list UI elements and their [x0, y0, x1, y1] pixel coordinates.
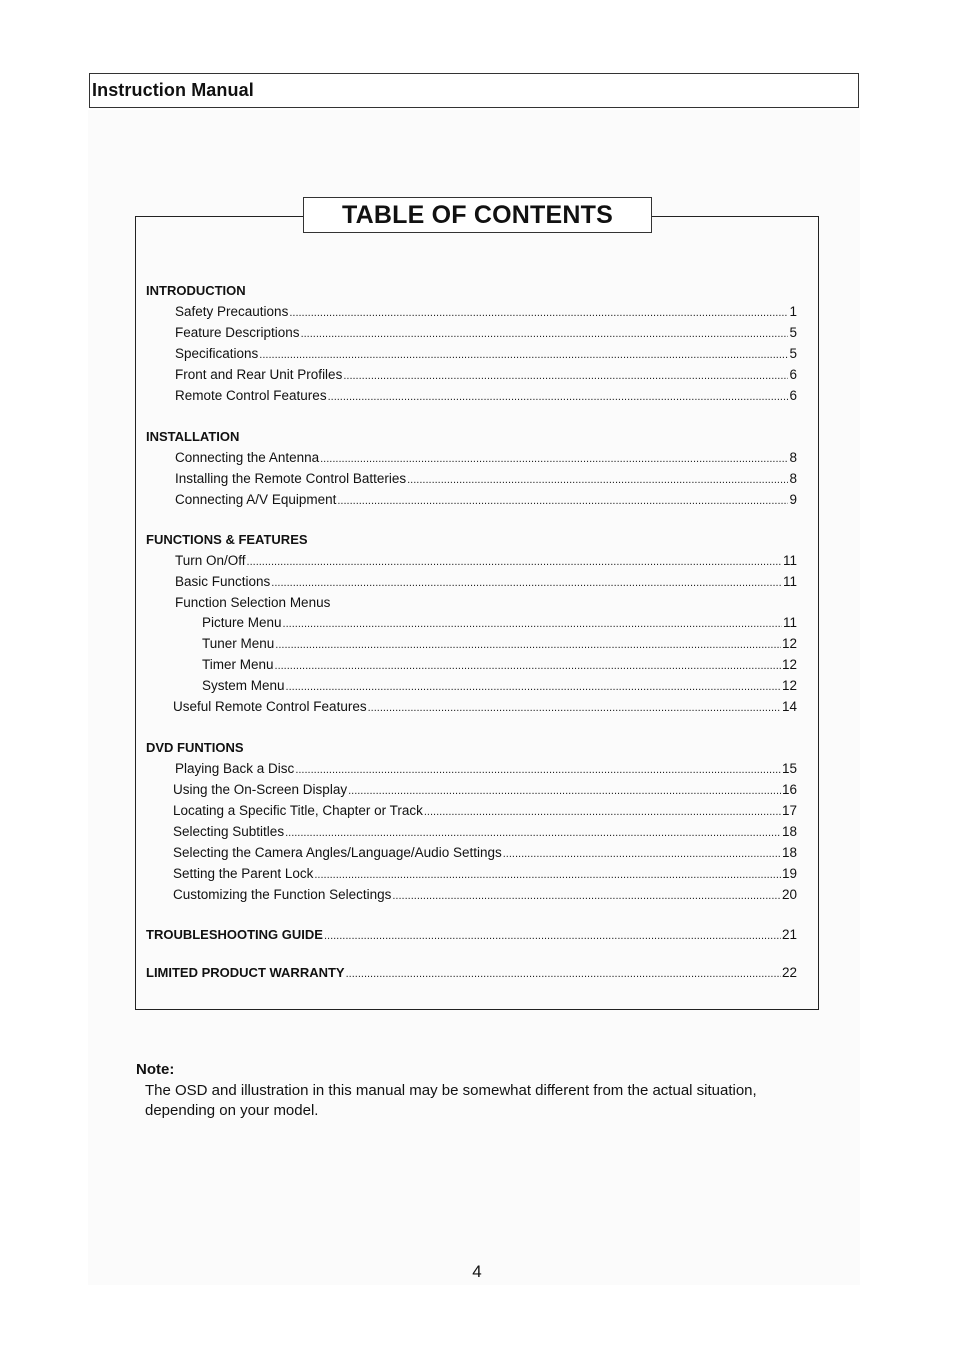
toc-leader-dots	[324, 928, 781, 944]
toc-leader-dots	[368, 700, 781, 716]
toc-entry-page: 6	[789, 388, 797, 403]
toc-entry-page: 20	[781, 887, 797, 902]
section-heading-introduction: INTRODUCTION	[146, 283, 246, 298]
toc-entry-page: 5	[789, 346, 797, 361]
toc-entry-label: Customizing the Function Selectings	[173, 887, 392, 902]
toc-entry-troubleshooting[interactable]	[146, 927, 797, 944]
toc-entry[interactable]	[175, 761, 797, 778]
toc-entry-page: 22	[781, 965, 797, 980]
note-text: The OSD and illustration in this manual may be somewhat different from the actual situation, depending on your model.	[145, 1082, 757, 1119]
toc-leader-dots	[407, 472, 788, 488]
toc-entry-warranty[interactable]	[146, 965, 797, 982]
toc-subheading-menus: Function Selection Menus	[175, 595, 331, 610]
toc-leader-dots	[247, 554, 782, 570]
toc-leader-dots	[301, 326, 789, 342]
toc-leader-dots	[314, 867, 781, 883]
toc-entry-label: Locating a Specific Title, Chapter or Track	[173, 803, 423, 818]
toc-entry[interactable]	[175, 574, 797, 591]
toc-entry[interactable]	[175, 346, 797, 363]
toc-entry[interactable]	[175, 304, 797, 321]
toc-entry-label: Tuner Menu	[202, 636, 275, 651]
toc-entry-page: 12	[781, 678, 797, 693]
toc-leader-dots	[271, 575, 782, 591]
toc-entry[interactable]	[173, 782, 797, 799]
section-heading-functions: FUNCTIONS & FEATURES	[146, 532, 308, 547]
toc-entry-page: 17	[781, 803, 797, 818]
toc-leader-dots	[392, 888, 781, 904]
toc-entry[interactable]	[173, 803, 797, 820]
toc-leader-dots	[346, 966, 781, 982]
toc-entry-page: 19	[781, 866, 797, 881]
toc-entry-page: 12	[781, 636, 797, 651]
toc-entry-page: 8	[789, 450, 797, 465]
toc-entry-label: Setting the Parent Lock	[173, 866, 314, 881]
toc-entry[interactable]	[202, 636, 797, 653]
toc-entry-label: Remote Control Features	[175, 388, 327, 403]
toc-entry[interactable]	[175, 388, 797, 405]
toc-entry-label: Connecting the Antenna	[175, 450, 320, 465]
page-number: 4	[472, 1262, 482, 1281]
toc-entry-page: 12	[781, 657, 797, 672]
toc-entry-label: Timer Menu	[202, 657, 274, 672]
toc-entry-page: 16	[781, 782, 797, 797]
toc-entry-page: 1	[789, 304, 797, 319]
toc-entry-label: TROUBLESHOOTING GUIDE	[146, 927, 323, 942]
toc-leader-dots	[503, 846, 781, 862]
toc-leader-dots	[275, 637, 781, 653]
toc-leader-dots	[320, 451, 788, 467]
section-heading-dvd: DVD FUNTIONS	[146, 740, 244, 755]
toc-entry-label: Front and Rear Unit Profiles	[175, 367, 343, 382]
toc-entry-page: 18	[781, 845, 797, 860]
toc-entry-label: Specifications	[175, 346, 259, 361]
toc-entry-label: System Menu	[202, 678, 285, 693]
toc-entry[interactable]	[175, 367, 797, 384]
toc-entry[interactable]	[175, 450, 797, 467]
toc-entry-label: Connecting A/V Equipment	[175, 492, 337, 507]
toc-leader-dots	[275, 658, 781, 674]
toc-entry[interactable]	[175, 325, 797, 342]
toc-entry-label: Basic Functions	[175, 574, 271, 589]
toc-entry-page: 9	[789, 492, 797, 507]
toc-entry-label: Turn On/Off	[175, 553, 246, 568]
toc-entry-page: 6	[789, 367, 797, 382]
toc-entry-page: 11	[782, 615, 797, 630]
toc-entry-label: Installing the Remote Control Batteries	[175, 471, 407, 486]
toc-entry[interactable]	[173, 887, 797, 904]
toc-entry[interactable]	[173, 824, 797, 841]
section-heading-installation: INSTALLATION	[146, 429, 240, 444]
toc-entry[interactable]	[175, 471, 797, 488]
note-label: Note:	[136, 1061, 175, 1078]
toc-entry-label: Playing Back a Disc	[175, 761, 295, 776]
toc-entry[interactable]	[202, 678, 797, 695]
toc-leader-dots	[289, 305, 788, 321]
toc-leader-dots	[285, 825, 781, 841]
toc-entry[interactable]	[173, 866, 797, 883]
toc-entry-page: 11	[782, 553, 797, 568]
toc-entry-page: 11	[782, 574, 797, 589]
toc-entry[interactable]	[175, 492, 797, 509]
toc-entry[interactable]	[175, 553, 797, 570]
toc-entry-page: 18	[781, 824, 797, 839]
toc-entry-label: Feature Descriptions	[175, 325, 300, 340]
toc-entry-label: Safety Precautions	[175, 304, 289, 319]
toc-entry-label: Selecting Subtitles	[173, 824, 285, 839]
header-bar	[89, 73, 859, 108]
toc-entry-page: 5	[789, 325, 797, 340]
toc-entry-page: 8	[789, 471, 797, 486]
toc-leader-dots	[343, 368, 788, 384]
toc-entry-page: 14	[781, 699, 797, 714]
toc-leader-dots	[286, 679, 781, 695]
toc-entry[interactable]	[202, 657, 797, 674]
toc-leader-dots	[283, 616, 782, 632]
toc-entry[interactable]	[173, 845, 797, 862]
toc-entry[interactable]	[173, 699, 797, 716]
toc-entry[interactable]	[202, 615, 797, 632]
toc-entry-label: Useful Remote Control Features	[173, 699, 367, 714]
toc-entry-page: 15	[781, 761, 797, 776]
header-title: Instruction Manual	[92, 80, 254, 100]
toc-leader-dots	[259, 347, 788, 363]
toc-entry-page: 21	[781, 927, 797, 942]
toc-leader-dots	[337, 493, 788, 509]
toc-entry-label: LIMITED PRODUCT WARRANTY	[146, 965, 345, 980]
toc-entry-label: Selecting the Camera Angles/Language/Audio Settings	[173, 845, 502, 860]
toc-leader-dots	[424, 804, 781, 820]
toc-leader-dots	[295, 762, 781, 778]
toc-entry-label: Using the On-Screen Display	[173, 782, 348, 797]
toc-leader-dots	[328, 389, 789, 405]
toc-title: TABLE OF CONTENTS	[303, 197, 652, 233]
toc-entry-label: Picture Menu	[202, 615, 282, 630]
toc-leader-dots	[348, 783, 781, 799]
